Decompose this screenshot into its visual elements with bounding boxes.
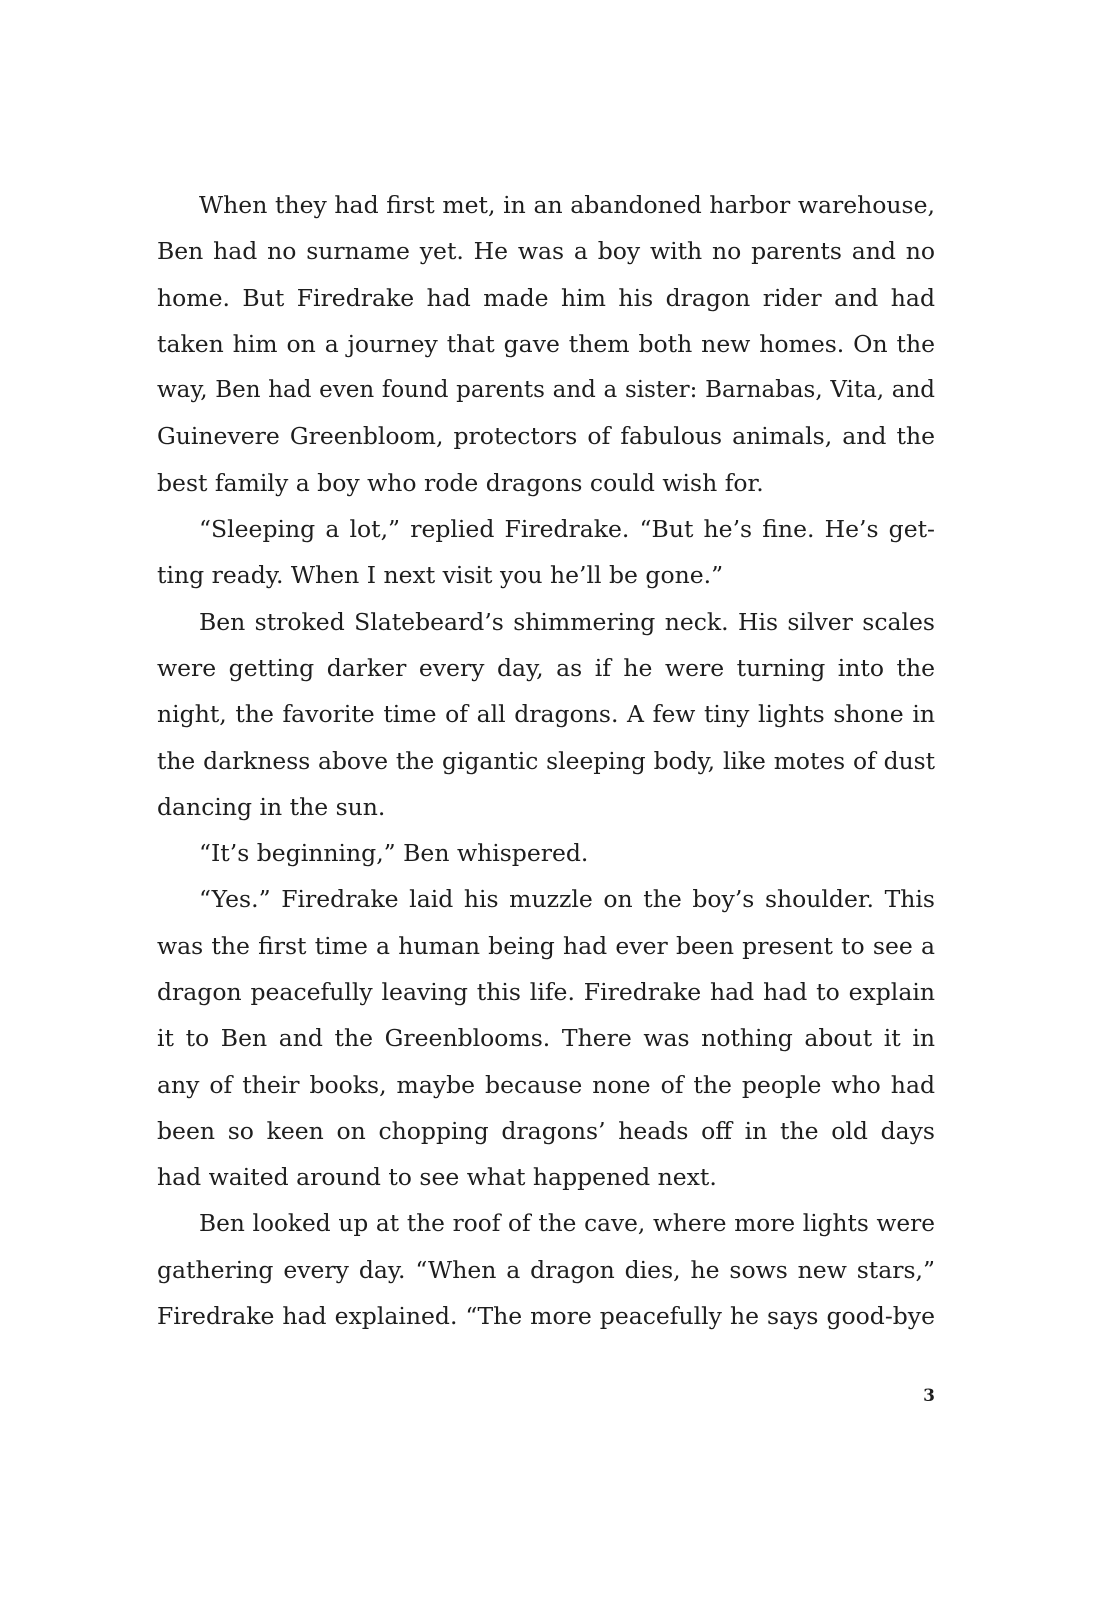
text-line: Guinevere Greenbloom, protectors of fabulous animals, and the (157, 422, 935, 451)
text-line: the darkness above the gigantic sleeping body, like motes of dust (157, 746, 935, 775)
text-line: Ben looked up at the roof of the cave, where more lights were (199, 1209, 935, 1237)
text-line: been so keen on chopping dragons’ heads off in the old days (157, 1116, 935, 1145)
page-number: 3 (923, 1386, 935, 1406)
text-line: any of their books, maybe because none of the people who had (157, 1070, 935, 1099)
text-line: had waited around to see what happened next. (157, 1163, 717, 1192)
text-line: Ben had no surname yet. He was a boy with no parents and no (157, 237, 935, 266)
text-line: “Sleeping a lot,” replied Firedrake. “But he’s fine. He’s get- (199, 515, 935, 544)
text-line: was the first time a human being had ever been present to see a (157, 931, 935, 960)
text-line: Firedrake had explained. “The more peacefully he says good-bye (157, 1302, 935, 1331)
text-line: it to Ben and the Greenblooms. There was nothing about it in (157, 1024, 935, 1053)
text-line: night, the favorite time of all dragons. A few tiny lights shone in (157, 700, 935, 729)
text-line: best family a boy who rode dragons could wish for. (157, 468, 764, 497)
text-line: were getting darker every day, as if he were turning into the (157, 653, 935, 682)
text-line: way, Ben had even found parents and a sister: Barnabas, Vita, and (157, 377, 935, 404)
text-line: Ben stroked Slatebeard’s shimmering neck. His silver scales (199, 607, 935, 636)
text-line: ting ready. When I next visit you he’ll be gone.” (157, 561, 724, 590)
text-line: “Yes.” Firedrake laid his muzzle on the boy’s shoulder. This (199, 885, 935, 914)
text-line: taken him on a journey that gave them both new homes. On the (157, 329, 935, 358)
text-line: gathering every day. “When a dragon dies, he sows new stars,” (157, 1255, 935, 1284)
body-text (157, 182, 935, 1339)
text-line: home. But Firedrake had made him his dragon rider and had (157, 283, 935, 312)
text-line: When they had first met, in an abandoned harbor warehouse, (199, 191, 935, 219)
text-line: dragon peacefully leaving this life. Firedrake had had to explain (157, 978, 935, 1007)
text-line: dancing in the sun. (157, 792, 386, 821)
text-line: “It’s beginning,” Ben whispered. (199, 839, 589, 868)
